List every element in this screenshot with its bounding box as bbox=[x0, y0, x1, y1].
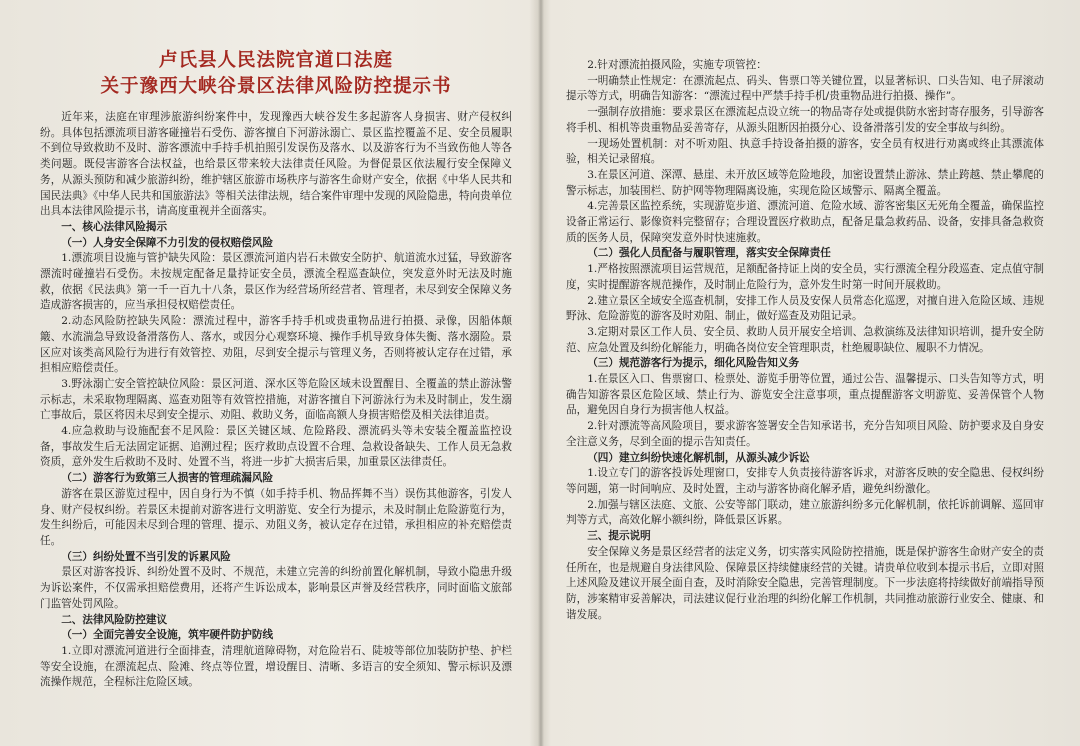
paragraph: 一明确禁止性规定：在漂流起点、码头、售票口等关键位置，以显著标识、口头告知、电子屏滚动提示等方式，明确告知游客：“漂流过程中严禁手持手机/贵重物品进行拍摄、操作”。 bbox=[566, 74, 1044, 103]
paragraph: 2.动态风险防控缺失风险：漂流过程中，游客手持手机或贵重物品进行拍摄、录像，因船体颠簸、水流湍急导致设备滑落伤人、落水，或因分心观察环境、操作手机导致身体失衡、落水溺险。景区应对该类高风险行为进行有效管控、劝阻，尽到安全提示与管理义务，否则将被认定存在过错，承担相应赔偿责任。 bbox=[40, 315, 512, 375]
paragraph: 2.建立景区全域安全巡查机制，安排工作人员及安保人员常态化巡逻，对擅自进入危险区域、违规野泳、危险游览的游客及时劝阻、制止，做好巡查及劝阻记录。 bbox=[566, 294, 1044, 323]
section-heading: 三、提示说明 bbox=[587, 530, 651, 543]
paragraph: 2.针对漂流拍摄风险，实施专项管控： bbox=[587, 59, 767, 71]
subsection-heading: （三）纠纷处置不当引发的诉累风险 bbox=[61, 550, 231, 563]
subsection-heading: （二）强化人员配备与履职管理，落实安全保障责任 bbox=[587, 247, 831, 260]
subsection-heading: （二）游客行为致第三人损害的管理疏漏风险 bbox=[61, 472, 274, 485]
paragraph: 1.设立专门的游客投诉处理窗口，安排专人负责接待游客诉求，对游客反映的安全隐患、侵权纠纷等问题，第一时间响应、及时处置，主动与游客协商化解矛盾，避免纠纷激化。 bbox=[566, 467, 1044, 495]
paragraph: 一现场处置机制：对不听劝阻、执意手持设备拍摄的游客，安全员有权进行劝离或终止其漂流体验，相关记录留痕。 bbox=[566, 137, 1044, 166]
left-page bbox=[40, 0, 512, 746]
subsection-heading: （四）建立纠纷快速化解机制，从源头减少诉讼 bbox=[587, 451, 810, 464]
paragraph: 4.完善景区监控系统，实现游览步道、漂流河道、危险水域、游客密集区无死角全覆盖，确保监控设备正常运行、影像资料完整留存；合理设置医疗救助点，配备足量急救药品、设备，安排具备急救资质的医务人员，保障突发意外时快速施救。 bbox=[566, 200, 1044, 244]
paragraph: 安全保障义务是景区经营者的法定义务，切实落实风险防控措施，既是保护游客生命财产安全的责任所在，也是规避自身法律风险、保障景区持续健康经营的关键。请贵单位收到本提示书后，立即对照上述风险及建议开展全面自查，及时消除安全隐患，完善管理制度。下一步法庭将持续做好前端指导预防，涉案精审妥善解决，司法建议促行业治理的纠纷化解工作机制，共同推动旅游行业安全、健康、和谐发展。 bbox=[566, 545, 1044, 621]
paragraph: 景区对游客投诉、纠纷处置不及时、不规范，未建立完善的纠纷前置化解机制，导致小隐患升级为诉讼案件，不仅需承担赔偿费用，还将产生诉讼成本，影响景区声誉及经营秩序，同时面临文旅部门监管处罚风险。 bbox=[40, 566, 512, 610]
subsection-heading: （三）规范游客行为提示，细化风险告知义务 bbox=[587, 357, 800, 370]
paragraph: 4.应急救助与设施配套不足风险：景区关键区域、危险路段、漂流码头等未安装全覆盖监控设备，事故发生后无法固定证据、追溯过程；医疗救助点设置不合理、急救设备缺失、工作人员无急救资质，意外发生后救助不及时、处置不当，将进一步扩大损害后果，加重景区法律责任。 bbox=[40, 425, 512, 469]
paragraph: 1.严格按照漂流项目运营规范，足额配备持证上岗的安全员，实行漂流全程分段巡查、定点值守制度，实时提醒游客规范操作，及时制止危险行为，意外发生时第一时间开展救助。 bbox=[566, 263, 1044, 291]
right-page-body bbox=[566, 58, 1044, 623]
subsection-heading: （一）人身安全保障不力引发的侵权赔偿风险 bbox=[61, 236, 274, 249]
section-heading: 一、核心法律风险揭示 bbox=[61, 220, 168, 233]
right-page bbox=[566, 0, 1044, 746]
paragraph: 1.漂流项目设施与管护缺失风险：景区漂流河道内岩石未做安全防护、航道流水过猛，导致游客漂流时碰撞岩石受伤。未按规定配备足量持证安全员，漂流全程巡查缺位，突发意外时无法及时施救，依据《民法典》第一千一百九十八条，景区作为经营场所经营者、管理者，未尽到安全保障义务造成游客损害的，应当承担侵权赔偿责任。 bbox=[40, 252, 512, 312]
paragraph: 2.针对漂流等高风险项目，要求游客签署安全告知承诺书，充分告知项目风险、防护要求及自身安全注意义务，尽到全面的提示告知责任。 bbox=[566, 420, 1044, 448]
paragraph: 一强制存放措施：要求景区在漂流起点设立统一的物品寄存处或提供防水密封寄存服务，引导游客将手机、相机等贵重物品妥善寄存，从源头阻断因拍摄分心、设备滑落引发的安全事故与纠纷。 bbox=[566, 106, 1044, 134]
paragraph: 游客在景区游览过程中，因自身行为不慎（如手持手机、物品挥舞不当）误伤其他游客，引发人身、财产侵权纠纷。若景区未提前对游客进行文明游览、安全行为提示，未及时制止危险游览行为，发生纠纷后，可能因未尽到合理的管理、提示、劝阻义务，被认定存在过错，承担相应的补充赔偿责任。 bbox=[40, 487, 512, 547]
paragraph: 2.加强与辖区法庭、文旅、公安等部门联动，建立旅游纠纷多元化解机制，依托诉前调解、巡回审判等方式，高效化解小额纠纷，降低景区诉累。 bbox=[566, 498, 1044, 527]
paragraph: 3.在景区河道、深潭、悬崖、未开放区域等危险地段，加密设置禁止游泳、禁止跨越、禁止攀爬的警示标志，加装围栏、防护网等物理隔离设施，实现危险区域警示、隔离全覆盖。 bbox=[566, 168, 1044, 197]
document-title-line2: 关于豫西大峡谷景区法律风险防控提示书 bbox=[100, 76, 452, 97]
page-fold bbox=[538, 0, 544, 746]
paragraph: 3.野泳溺亡安全管控缺位风险：景区河道、深水区等危险区域未设置醒目、全覆盖的禁止游泳警示标志，未采取物理隔离、巡查劝阻等有效管控措施，对游客擅自下河游泳行为未及时制止，发生溺亡事故后，景区将因未尽到安全提示、劝阻、救助义务，面临高额人身损害赔偿及相关法律追责。 bbox=[40, 377, 512, 422]
paragraph: 1.立即对漂流河道进行全面排查，清理航道障碍物，对危险岩石、陡坡等部位加装防护垫、护栏等安全设施，在漂流起点、险滩、终点等位置，增设醒目、清晰、多语言的安全须知、警示标识及漂流操作规范，全程标注危险区域。 bbox=[40, 644, 512, 689]
section-heading: 二、法律风险防控建议 bbox=[61, 613, 168, 626]
paragraph: 近年来，法庭在审理涉旅游纠纷案件中，发现豫西大峡谷发生多起游客人身损害、财产侵权纠纷。具体包括漂流项目游客碰撞岩石受伤、游客擅自下河游泳溺亡、景区监控覆盖不足、安全员履职不到位导致救助不及时、游客漂流中手持手机拍照引发误伤及落水、以及游客行为不当致伤他人等各类问题。既侵害游客合法权益，也给景区带来较大法律责任风险。为督促景区依法履行安全保障义务，从源头预防和减少旅游纠纷，维护辖区旅游市场秩序与游客生命财产安全，依据《中华人民共和国民法典》《中华人民共和国旅游法》等相关法律法规，结合案件审理中发现的风险隐患，特向贵单位出具本法律风险提示书，请高度重视并全面落实。 bbox=[40, 111, 512, 218]
paragraph: 1.在景区入口、售票窗口、检票处、游览手册等位置，通过公告、温馨提示、口头告知等方式，明确告知游客景区危险区域、禁止行为、游览安全注意事项，重点提醒游客文明游览、妥善保管个人物品，避免因自身行为损害他人权益。 bbox=[566, 373, 1044, 417]
subsection-heading: （一）全面完善安全设施，筑牢硬件防护防线 bbox=[61, 629, 274, 642]
document-title-line1: 卢氏县人民法院官道口法庭 bbox=[158, 50, 393, 71]
paragraph: 3.定期对景区工作人员、安全员、救助人员开展安全培训、急救演练及法律知识培训，提升安全防范、应急处置及纠纷化解能力，明确各岗位安全管理职责，杜绝履职缺位、履职不力情况。 bbox=[566, 325, 1044, 354]
left-page-body bbox=[40, 110, 512, 691]
